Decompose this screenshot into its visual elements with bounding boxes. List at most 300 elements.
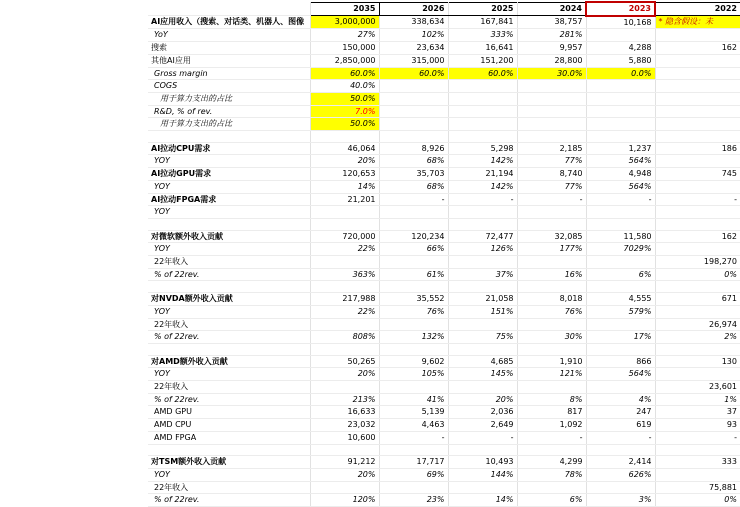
value-cell-2025[interactable]: 167,841 [448, 16, 517, 29]
value-cell-2025[interactable] [448, 256, 517, 269]
row-label-cell[interactable]: 对微软额外收入贡献 [148, 230, 310, 243]
value-cell-2023[interactable]: 1,237 [586, 142, 655, 155]
row-label-cell[interactable]: COGS [148, 80, 310, 93]
table-row [148, 268, 740, 281]
row-label-cell[interactable]: 22年收入 [148, 318, 310, 331]
row-label-cell[interactable]: Gross margin [148, 67, 310, 80]
value-cell-2035[interactable] [310, 256, 379, 269]
value-cell-2026[interactable]: 8,926 [379, 142, 448, 155]
value-cell-2023[interactable]: 247 [586, 406, 655, 419]
value-cell-2035[interactable] [310, 318, 379, 331]
value-cell-2026[interactable] [379, 80, 448, 93]
row-label-cell[interactable]: 22年收入 [148, 256, 310, 269]
value-cell-2023[interactable]: 7029% [586, 243, 655, 256]
blank-row [148, 281, 740, 293]
value-cell-2023[interactable]: 4,288 [586, 42, 655, 55]
value-cell-2022[interactable]: 186 [655, 142, 740, 155]
value-cell-2026[interactable]: 23% [379, 494, 448, 507]
value-cell-2023[interactable] [586, 218, 655, 230]
value-cell-2025[interactable]: 21,058 [448, 293, 517, 306]
value-cell-2026[interactable]: 61% [379, 268, 448, 281]
row-label-cell[interactable]: YOY [148, 206, 310, 219]
value-cell-2025[interactable]: 126% [448, 243, 517, 256]
header-row [148, 2, 740, 16]
row-label-cell[interactable]: AI拉动CPU需求 [148, 142, 310, 155]
value-cell-2022[interactable]: 0% [655, 268, 740, 281]
value-cell-2023[interactable]: 4% [586, 393, 655, 406]
row-label-cell[interactable]: % of 22rev. [148, 393, 310, 406]
value-cell-2026[interactable]: 315,000 [379, 54, 448, 67]
value-cell-2024[interactable]: 30% [517, 331, 586, 344]
row-label-cell[interactable]: AI拉动FPGA需求 [148, 193, 310, 206]
header-label-cell[interactable] [148, 2, 310, 16]
value-cell-2023[interactable] [586, 29, 655, 42]
value-cell-2023[interactable] [586, 206, 655, 219]
value-cell-2022[interactable]: 37 [655, 406, 740, 419]
value-cell-2022[interactable]: 198,270 [655, 256, 740, 269]
table-row [148, 180, 740, 193]
year-header-2022[interactable]: 2022 [655, 2, 740, 16]
value-cell-2035[interactable] [310, 206, 379, 219]
value-cell-2026[interactable] [379, 444, 448, 456]
table-row [148, 468, 740, 481]
value-cell-2023[interactable]: 11,580 [586, 230, 655, 243]
value-cell-2023[interactable] [586, 118, 655, 131]
value-cell-2026[interactable]: 132% [379, 331, 448, 344]
value-cell-2022[interactable]: - [655, 431, 740, 444]
value-cell-2026[interactable]: 105% [379, 368, 448, 381]
row-label-cell[interactable]: 用于算力支出的占比 [148, 118, 310, 131]
value-cell-2025[interactable]: 333% [448, 29, 517, 42]
value-cell-2023[interactable] [586, 131, 655, 143]
row-label-cell[interactable]: AI拉动GPU需求 [148, 168, 310, 181]
value-cell-2023[interactable]: 4,948 [586, 168, 655, 181]
value-cell-2022[interactable]: - [655, 193, 740, 206]
value-cell-2035[interactable]: 10,600 [310, 431, 379, 444]
value-cell-2035[interactable] [310, 343, 379, 355]
value-cell-2024[interactable]: 177% [517, 243, 586, 256]
table-row [148, 230, 740, 243]
value-cell-2022[interactable]: 26,974 [655, 318, 740, 331]
value-cell-2023[interactable]: 564% [586, 368, 655, 381]
blank-row [148, 444, 740, 456]
value-cell-2024[interactable] [517, 206, 586, 219]
value-cell-2024[interactable] [517, 105, 586, 118]
row-label-cell[interactable]: 对TSM额外收入贡献 [148, 456, 310, 469]
value-cell-2025[interactable] [448, 381, 517, 394]
value-cell-2025[interactable] [448, 118, 517, 131]
value-cell-2035[interactable]: 21,201 [310, 193, 379, 206]
value-cell-2035[interactable]: 2,850,000 [310, 54, 379, 67]
value-cell-2026[interactable]: 338,634 [379, 16, 448, 29]
row-label-cell[interactable]: % of 22rev. [148, 331, 310, 344]
row-label-cell[interactable]: % of 22rev. [148, 494, 310, 507]
value-cell-2024[interactable] [517, 118, 586, 131]
value-cell-2022[interactable] [655, 105, 740, 118]
value-cell-2024[interactable] [517, 80, 586, 93]
value-cell-2025[interactable] [448, 80, 517, 93]
value-cell-2026[interactable]: 17,717 [379, 456, 448, 469]
value-cell-2023[interactable]: 866 [586, 355, 655, 368]
value-cell-2035[interactable]: 60.0% [310, 67, 379, 80]
value-cell-2022[interactable]: 2% [655, 331, 740, 344]
value-cell-2035[interactable]: 3,000,000 [310, 16, 379, 29]
value-cell-2023[interactable] [586, 444, 655, 456]
table-row [148, 256, 740, 269]
row-label-cell[interactable]: AI应用收入（搜索、对话类、机器人、图像 [148, 16, 310, 29]
value-cell-2035[interactable] [310, 381, 379, 394]
value-cell-2023[interactable] [586, 343, 655, 355]
value-cell-2023[interactable]: - [586, 193, 655, 206]
value-cell-2025[interactable]: 151% [448, 305, 517, 318]
value-cell-2024[interactable]: 1,092 [517, 419, 586, 432]
row-label-cell[interactable] [148, 444, 310, 456]
value-cell-2024[interactable]: 817 [517, 406, 586, 419]
forecast-table [148, 1, 740, 507]
value-cell-2022[interactable]: 75,881 [655, 481, 740, 494]
value-cell-2022[interactable] [655, 131, 740, 143]
value-cell-2024[interactable]: 78% [517, 468, 586, 481]
value-cell-2024[interactable]: - [517, 431, 586, 444]
assumption-note[interactable]: * 隐含假设：未 [655, 16, 740, 29]
value-cell-2022[interactable] [655, 444, 740, 456]
value-cell-2026[interactable]: - [379, 431, 448, 444]
value-cell-2025[interactable] [448, 105, 517, 118]
year-header-2026[interactable]: 2026 [379, 2, 448, 16]
value-cell-2024[interactable]: 1,910 [517, 355, 586, 368]
value-cell-2022[interactable] [655, 67, 740, 80]
value-cell-2024[interactable]: 77% [517, 155, 586, 168]
row-label-cell[interactable]: AMD FPGA [148, 431, 310, 444]
value-cell-2022[interactable] [655, 54, 740, 67]
value-cell-2026[interactable]: 35,552 [379, 293, 448, 306]
row-label-cell[interactable]: YOY [148, 180, 310, 193]
value-cell-2026[interactable]: 23,634 [379, 42, 448, 55]
value-cell-2035[interactable]: 14% [310, 180, 379, 193]
row-label-cell[interactable]: YOY [148, 368, 310, 381]
value-cell-2024[interactable]: 4,299 [517, 456, 586, 469]
value-cell-2026[interactable]: 76% [379, 305, 448, 318]
value-cell-2026[interactable] [379, 318, 448, 331]
value-cell-2023[interactable]: 0.0% [586, 67, 655, 80]
value-cell-2025[interactable] [448, 481, 517, 494]
value-cell-2035[interactable]: 20% [310, 155, 379, 168]
value-cell-2026[interactable]: 9,602 [379, 355, 448, 368]
value-cell-2035[interactable]: 50.0% [310, 92, 379, 105]
value-cell-2026[interactable]: 68% [379, 155, 448, 168]
table-row [148, 243, 740, 256]
row-label-cell[interactable]: YoY [148, 29, 310, 42]
table-row [148, 67, 740, 80]
value-cell-2022[interactable]: 745 [655, 168, 740, 181]
value-cell-2025[interactable]: 5,298 [448, 142, 517, 155]
row-label-cell[interactable]: R&D, % of rev. [148, 105, 310, 118]
table-row [148, 481, 740, 494]
value-cell-2035[interactable]: 40.0% [310, 80, 379, 93]
value-cell-2025[interactable] [448, 343, 517, 355]
year-header-2023[interactable]: 2023 [586, 2, 655, 16]
value-cell-2022[interactable] [655, 218, 740, 230]
value-cell-2022[interactable]: 333 [655, 456, 740, 469]
value-cell-2024[interactable]: 8% [517, 393, 586, 406]
value-cell-2025[interactable]: 72,477 [448, 230, 517, 243]
value-cell-2026[interactable]: 4,463 [379, 419, 448, 432]
value-cell-2022[interactable]: 93 [655, 419, 740, 432]
value-cell-2025[interactable]: 142% [448, 180, 517, 193]
value-cell-2023[interactable]: 3% [586, 494, 655, 507]
value-cell-2022[interactable]: 1% [655, 393, 740, 406]
row-label-cell[interactable]: 对NVDA额外收入贡献 [148, 293, 310, 306]
value-cell-2024[interactable]: 121% [517, 368, 586, 381]
value-cell-2026[interactable]: - [379, 193, 448, 206]
value-cell-2035[interactable]: 16,633 [310, 406, 379, 419]
value-cell-2035[interactable]: 7.0% [310, 105, 379, 118]
value-cell-2024[interactable] [517, 218, 586, 230]
value-cell-2024[interactable]: 281% [517, 29, 586, 42]
table-row [148, 456, 740, 469]
value-cell-2024[interactable] [517, 281, 586, 293]
value-cell-2025[interactable]: 142% [448, 155, 517, 168]
value-cell-2026[interactable]: 120,234 [379, 230, 448, 243]
value-cell-2026[interactable]: 66% [379, 243, 448, 256]
row-label-cell[interactable]: 22年收入 [148, 381, 310, 394]
value-cell-2025[interactable]: 60.0% [448, 67, 517, 80]
table-row [148, 118, 740, 131]
value-cell-2023[interactable] [586, 318, 655, 331]
value-cell-2023[interactable]: 4,555 [586, 293, 655, 306]
value-cell-2022[interactable] [655, 155, 740, 168]
value-cell-2035[interactable]: 120% [310, 494, 379, 507]
table-row [148, 206, 740, 219]
value-cell-2025[interactable]: 16,641 [448, 42, 517, 55]
value-cell-2025[interactable]: 20% [448, 393, 517, 406]
value-cell-2023[interactable] [586, 105, 655, 118]
value-cell-2024[interactable] [517, 343, 586, 355]
value-cell-2024[interactable]: 16% [517, 268, 586, 281]
year-header-2035[interactable]: 2035 [310, 2, 379, 16]
value-cell-2035[interactable]: 150,000 [310, 42, 379, 55]
value-cell-2022[interactable] [655, 118, 740, 131]
value-cell-2035[interactable]: 720,000 [310, 230, 379, 243]
value-cell-2024[interactable] [517, 131, 586, 143]
row-label-cell[interactable]: YOY [148, 305, 310, 318]
row-label-cell[interactable]: YOY [148, 243, 310, 256]
value-cell-2026[interactable] [379, 281, 448, 293]
value-cell-2025[interactable]: 14% [448, 494, 517, 507]
value-cell-2022[interactable] [655, 368, 740, 381]
value-cell-2035[interactable] [310, 218, 379, 230]
value-cell-2025[interactable] [448, 318, 517, 331]
value-cell-2026[interactable] [379, 481, 448, 494]
value-cell-2023[interactable]: 5,880 [586, 54, 655, 67]
value-cell-2024[interactable]: 6% [517, 494, 586, 507]
value-cell-2024[interactable] [517, 318, 586, 331]
value-cell-2022[interactable]: 671 [655, 293, 740, 306]
row-label-cell[interactable] [148, 281, 310, 293]
value-cell-2026[interactable] [379, 206, 448, 219]
value-cell-2024[interactable] [517, 444, 586, 456]
value-cell-2023[interactable] [586, 80, 655, 93]
value-cell-2025[interactable] [448, 92, 517, 105]
value-cell-2022[interactable] [655, 468, 740, 481]
value-cell-2035[interactable]: 363% [310, 268, 379, 281]
value-cell-2026[interactable]: 102% [379, 29, 448, 42]
value-cell-2024[interactable]: 30.0% [517, 67, 586, 80]
value-cell-2025[interactable]: 144% [448, 468, 517, 481]
value-cell-2035[interactable]: 50.0% [310, 118, 379, 131]
value-cell-2022[interactable]: 162 [655, 42, 740, 55]
value-cell-2024[interactable]: 9,957 [517, 42, 586, 55]
value-cell-2026[interactable]: 41% [379, 393, 448, 406]
value-cell-2024[interactable]: 76% [517, 305, 586, 318]
value-cell-2022[interactable] [655, 281, 740, 293]
value-cell-2035[interactable]: 22% [310, 305, 379, 318]
value-cell-2024[interactable]: 38,757 [517, 16, 586, 29]
value-cell-2035[interactable]: 213% [310, 393, 379, 406]
table-row [148, 105, 740, 118]
value-cell-2024[interactable]: 8,018 [517, 293, 586, 306]
row-label-cell[interactable] [148, 218, 310, 230]
value-cell-2023[interactable] [586, 92, 655, 105]
value-cell-2023[interactable]: 10,168 [586, 16, 655, 29]
value-cell-2022[interactable]: 0% [655, 494, 740, 507]
row-label-cell[interactable]: AMD GPU [148, 406, 310, 419]
row-label-cell[interactable]: AMD CPU [148, 419, 310, 432]
value-cell-2025[interactable]: 21,194 [448, 168, 517, 181]
value-cell-2025[interactable]: 4,685 [448, 355, 517, 368]
row-label-cell[interactable]: 对AMD额外收入贡献 [148, 355, 310, 368]
value-cell-2023[interactable]: - [586, 431, 655, 444]
value-cell-2024[interactable]: 32,085 [517, 230, 586, 243]
value-cell-2035[interactable]: 27% [310, 29, 379, 42]
row-label-cell[interactable]: 用于算力支出的占比 [148, 92, 310, 105]
value-cell-2024[interactable] [517, 256, 586, 269]
row-label-cell[interactable]: YOY [148, 155, 310, 168]
value-cell-2025[interactable]: - [448, 193, 517, 206]
value-cell-2022[interactable] [655, 29, 740, 42]
row-label-cell[interactable]: 搜索 [148, 42, 310, 55]
value-cell-2025[interactable]: 75% [448, 331, 517, 344]
value-cell-2025[interactable] [448, 444, 517, 456]
value-cell-2024[interactable]: - [517, 193, 586, 206]
value-cell-2025[interactable] [448, 218, 517, 230]
value-cell-2026[interactable] [379, 381, 448, 394]
value-cell-2025[interactable]: 10,493 [448, 456, 517, 469]
value-cell-2026[interactable] [379, 343, 448, 355]
value-cell-2022[interactable]: 162 [655, 230, 740, 243]
table-row [148, 168, 740, 181]
value-cell-2025[interactable]: 2,036 [448, 406, 517, 419]
value-cell-2035[interactable]: 808% [310, 331, 379, 344]
value-cell-2025[interactable]: 145% [448, 368, 517, 381]
value-cell-2026[interactable] [379, 92, 448, 105]
value-cell-2035[interactable]: 20% [310, 368, 379, 381]
value-cell-2022[interactable] [655, 180, 740, 193]
value-cell-2022[interactable] [655, 243, 740, 256]
row-label-cell[interactable] [148, 131, 310, 143]
value-cell-2024[interactable]: 2,185 [517, 142, 586, 155]
value-cell-2035[interactable] [310, 281, 379, 293]
value-cell-2023[interactable]: 579% [586, 305, 655, 318]
value-cell-2023[interactable]: 564% [586, 180, 655, 193]
value-cell-2035[interactable]: 23,032 [310, 419, 379, 432]
value-cell-2035[interactable]: 46,064 [310, 142, 379, 155]
value-cell-2023[interactable]: 17% [586, 331, 655, 344]
value-cell-2025[interactable] [448, 206, 517, 219]
table-row [148, 92, 740, 105]
row-label-cell[interactable]: 其他AI应用 [148, 54, 310, 67]
value-cell-2024[interactable] [517, 92, 586, 105]
value-cell-2026[interactable] [379, 218, 448, 230]
value-cell-2035[interactable]: 91,212 [310, 456, 379, 469]
value-cell-2026[interactable] [379, 118, 448, 131]
year-header-2025[interactable]: 2025 [448, 2, 517, 16]
value-cell-2023[interactable] [586, 281, 655, 293]
value-cell-2023[interactable]: 619 [586, 419, 655, 432]
value-cell-2023[interactable]: 6% [586, 268, 655, 281]
value-cell-2022[interactable] [655, 206, 740, 219]
value-cell-2023[interactable] [586, 481, 655, 494]
value-cell-2024[interactable]: 28,800 [517, 54, 586, 67]
value-cell-2026[interactable]: 5,139 [379, 406, 448, 419]
value-cell-2026[interactable]: 69% [379, 468, 448, 481]
value-cell-2025[interactable] [448, 131, 517, 143]
value-cell-2022[interactable]: 130 [655, 355, 740, 368]
value-cell-2023[interactable]: 626% [586, 468, 655, 481]
year-header-2024[interactable]: 2024 [517, 2, 586, 16]
value-cell-2035[interactable] [310, 481, 379, 494]
value-cell-2022[interactable] [655, 343, 740, 355]
value-cell-2035[interactable]: 22% [310, 243, 379, 256]
value-cell-2024[interactable] [517, 381, 586, 394]
table-row [148, 293, 740, 306]
value-cell-2035[interactable]: 120,653 [310, 168, 379, 181]
value-cell-2025[interactable]: 37% [448, 268, 517, 281]
value-cell-2026[interactable]: 60.0% [379, 67, 448, 80]
value-cell-2024[interactable] [517, 481, 586, 494]
value-cell-2026[interactable] [379, 131, 448, 143]
value-cell-2023[interactable]: 564% [586, 155, 655, 168]
value-cell-2022[interactable] [655, 80, 740, 93]
value-cell-2022[interactable] [655, 305, 740, 318]
value-cell-2022[interactable] [655, 92, 740, 105]
row-label-cell[interactable]: % of 22rev. [148, 268, 310, 281]
value-cell-2022[interactable]: 23,601 [655, 381, 740, 394]
value-cell-2025[interactable]: - [448, 431, 517, 444]
value-cell-2026[interactable]: 35,703 [379, 168, 448, 181]
value-cell-2026[interactable] [379, 256, 448, 269]
value-cell-2023[interactable] [586, 256, 655, 269]
value-cell-2023[interactable] [586, 381, 655, 394]
table-row [148, 331, 740, 344]
value-cell-2023[interactable]: 2,414 [586, 456, 655, 469]
row-label-cell[interactable] [148, 343, 310, 355]
value-cell-2025[interactable]: 151,200 [448, 54, 517, 67]
value-cell-2026[interactable]: 68% [379, 180, 448, 193]
value-cell-2025[interactable]: 2,649 [448, 419, 517, 432]
value-cell-2035[interactable]: 217,988 [310, 293, 379, 306]
value-cell-2035[interactable] [310, 131, 379, 143]
value-cell-2025[interactable] [448, 281, 517, 293]
value-cell-2035[interactable]: 20% [310, 468, 379, 481]
row-label-cell[interactable]: YOY [148, 468, 310, 481]
value-cell-2024[interactable]: 77% [517, 180, 586, 193]
value-cell-2035[interactable]: 50,265 [310, 355, 379, 368]
value-cell-2026[interactable] [379, 105, 448, 118]
value-cell-2035[interactable] [310, 444, 379, 456]
row-label-cell[interactable]: 22年收入 [148, 481, 310, 494]
value-cell-2024[interactable]: 8,740 [517, 168, 586, 181]
